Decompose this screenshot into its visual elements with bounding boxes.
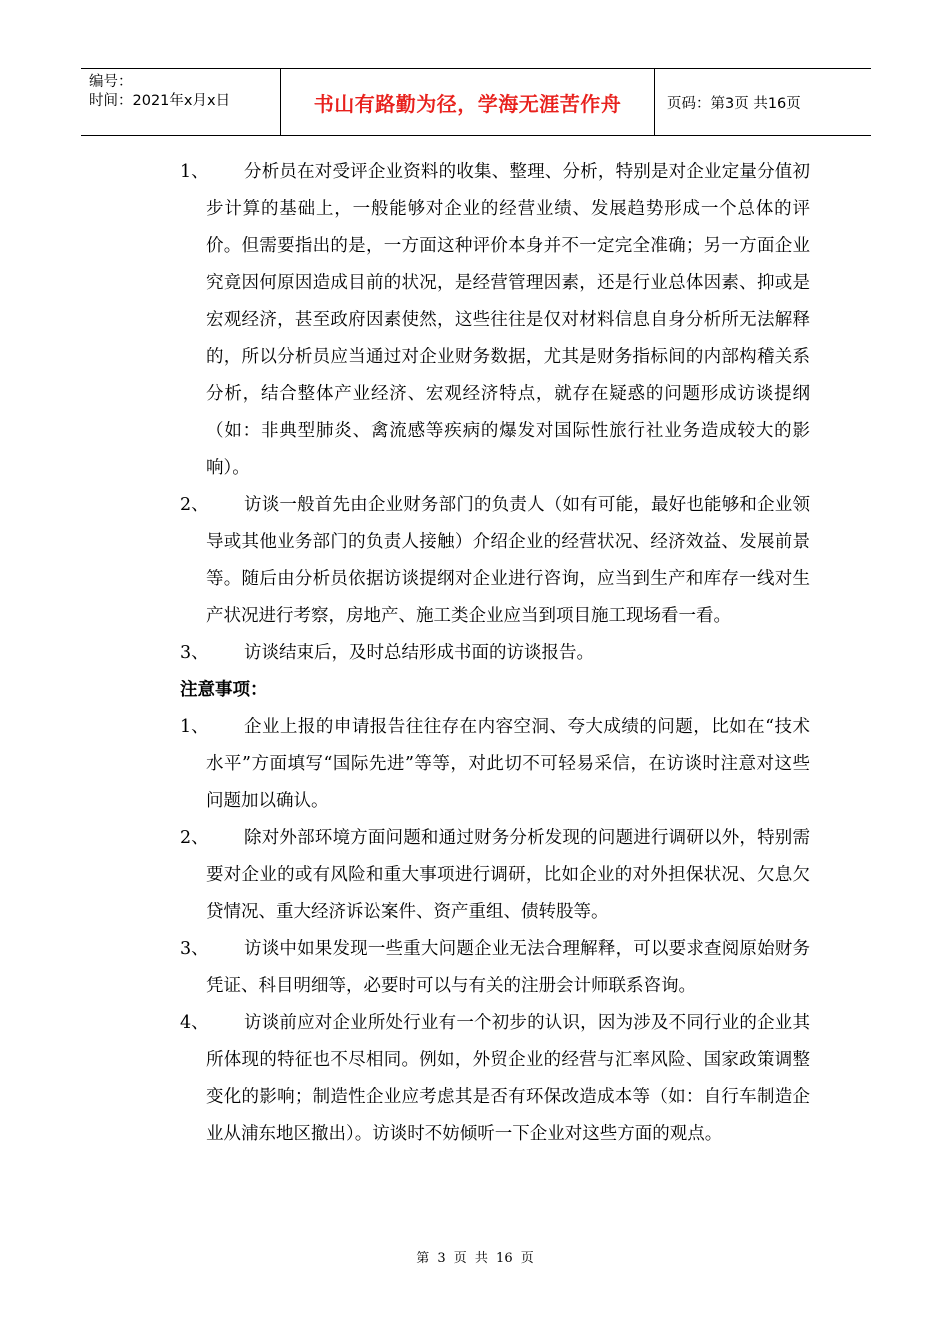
list-item-number: 4、: [180, 1013, 209, 1033]
list-item-text: 访谈前应对企业所处行业有一个初步的认识，因为涉及不同行业的企业其所体现的特征也不尽相同。例如，外贸企业的经营与汇率风险、国家政策调整变化的影响；制造性企业应考虑其是否有环保改造成本等（如：自行车制造企业从浦东地区撤出）。访谈时不妨倾听一下企业对这些方面的观点。: [206, 1013, 810, 1144]
header-meta: [81, 69, 281, 135]
list-item-text: 访谈一般首先由企业财务部门的负责人（如有可能，最好也能够和企业领导或其他业务部门的负责人接触）介绍企业的经营状况、经济效益、发展前景等。随后由分析员依据访谈提纲对企业进行咨询，应当到生产和库存一线对生产状况进行考察，房地产、施工类企业应当到项目施工现场看一看。: [206, 495, 810, 626]
list-item-number: 1、: [180, 162, 209, 182]
list-item: [180, 820, 810, 931]
list-item: [180, 154, 810, 487]
list-item-number: 1、: [180, 717, 209, 737]
interview-steps: [180, 154, 810, 672]
notes-heading: 注意事项：: [180, 680, 268, 700]
document-body: [180, 154, 810, 1153]
header-page-info: 页码：第3页 共16页: [667, 95, 801, 112]
list-item-number: 3、: [180, 643, 209, 663]
list-item: [180, 635, 810, 672]
list-item-number: 2、: [180, 495, 209, 515]
list-item-number: 2、: [180, 828, 209, 848]
header-motto: 书山有路勤为径，学海无涯苦作舟: [281, 69, 655, 135]
list-item-text: 除对外部环境方面问题和通过财务分析发现的问题进行调研以外，特别需要对企业的或有风险和重大事项进行调研，比如企业的对外担保状况、欠息欠贷情况、重大经济诉讼案件、资产重组、债转股等。: [206, 828, 810, 922]
notes-list: [180, 709, 810, 1153]
list-item-text: 访谈中如果发现一些重大问题企业无法合理解释，可以要求查阅原始财务凭证、科目明细等，必要时可以与有关的注册会计师联系咨询。: [206, 939, 810, 996]
list-item: [180, 931, 810, 1005]
page-header: [81, 68, 871, 136]
page-footer: 第 3 页 共 16 页: [416, 1251, 534, 1266]
document-number-label: 编号：: [89, 74, 133, 90]
list-item-text: 分析员在对受评企业资料的收集、整理、分析，特别是对企业定量分值初步计算的基础上，一般能够对企业的经营业绩、发展趋势形成一个总体的评价。但需要指出的是，一方面这种评价本身并不一定完全准确；另一方面企业究竟因何原因造成目前的状况，是经营管理因素，还是行业总体因素、抑或是宏观经济，甚至政府因素使然，这些往往是仅对材料信息自身分析所无法解释的，所以分析员应当通过对企业财务数据，尤其是财务指标间的内部构稽关系分析，结合整体产业经济、宏观经济特点，就存在疑惑的问题形成访谈提纲（如：非典型肺炎、禽流感等疾病的爆发对国际性旅行社业务造成较大的影响）。: [206, 162, 810, 478]
list-item: [180, 1005, 810, 1153]
list-item: [180, 709, 810, 820]
list-item-text: 访谈结束后，及时总结形成书面的访谈报告。: [244, 643, 594, 663]
list-item-number: 3、: [180, 939, 209, 959]
list-item-text: 企业上报的申请报告往往存在内容空洞、夸大成绩的问题，比如在“技术水平”方面填写“国际先进”等等，对此切不可轻易采信，在访谈时注意对这些问题加以确认。: [206, 717, 810, 811]
document-date: 时间：2021年x月x日: [89, 93, 231, 109]
list-item: [180, 487, 810, 635]
